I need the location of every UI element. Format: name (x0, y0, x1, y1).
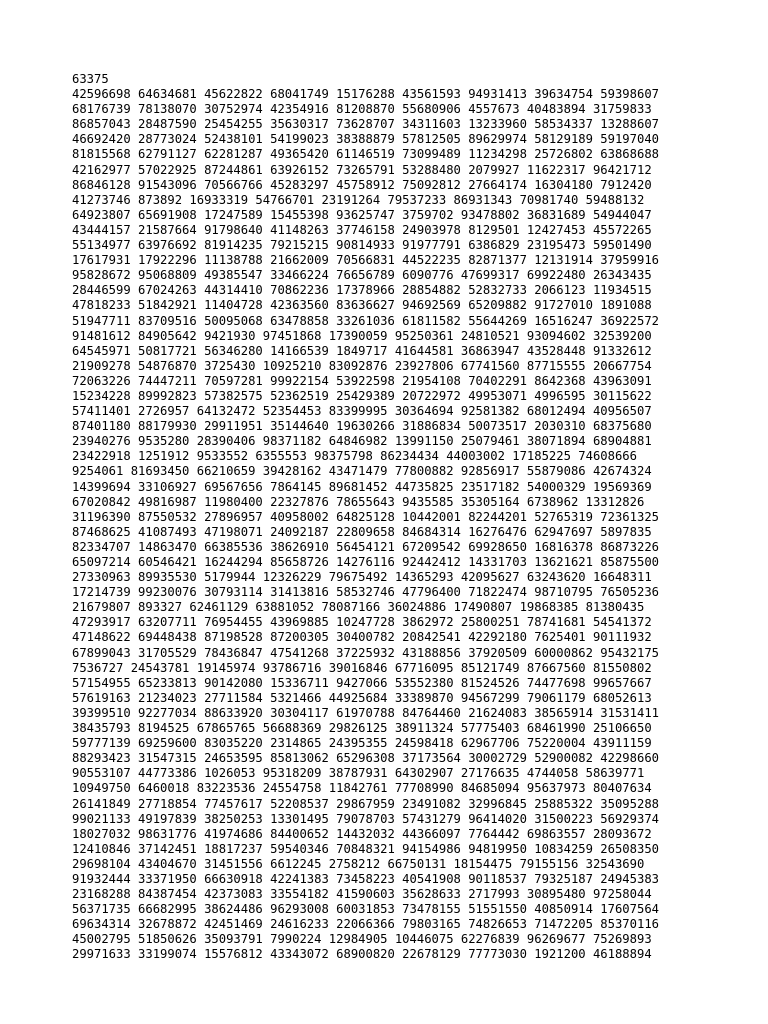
number-row: 51947711 83709516 50095068 63478858 33261036 61811582 55644269 16516247 36922572 (72, 313, 659, 328)
number-row: 7536727 24543781 19145974 93786716 39016846 67716095 85121749 87667560 81550802 (72, 660, 652, 675)
number-row: 17617931 17922296 11138788 21662009 70566831 44522235 82871377 12131914 37959916 (72, 253, 659, 268)
number-row: 86846128 91543096 70566766 45283297 45758912 75092812 27664174 16304180 7912420 (72, 177, 652, 192)
number-row: 23940276 9535280 28390406 98371182 64846982 13991150 25079461 38071894 68904881 (72, 434, 652, 449)
number-row: 47293917 63207711 76954455 43969885 10247728 3862972 25800251 78741681 54541372 (72, 615, 652, 630)
number-row: 47148622 69448438 87198528 87200305 30400782 20842541 42292180 7625401 90111932 (72, 630, 652, 645)
number-listing (72, 72, 712, 963)
number-row: 28446599 67024263 44314410 70862236 17378966 28854882 52832733 2066123 11934515 (72, 283, 652, 298)
number-row: 56371735 66682995 38624486 96293008 60031853 73478155 51551550 40850914 17607564 (72, 902, 659, 917)
number-row: 23422918 1251912 9533552 6355553 98375798 86234434 44003002 17185225 74608666 (72, 449, 637, 464)
number-row: 41273746 873892 16933319 54766701 23191264 79537233 86931343 70981740 59488132 (72, 192, 645, 207)
number-row: 59777139 69259600 83035220 2314865 24395355 24598418 62967706 75220004 43911159 (72, 736, 652, 751)
number-row: 23168288 84387454 42373083 33554182 41590603 35628633 2717993 30895480 97258044 (72, 887, 652, 902)
number-row: 9254061 81693450 66210659 39428162 43471479 77800882 92856917 55879086 42674324 (72, 464, 652, 479)
number-row: 69634314 32678872 42451469 24616233 22066366 79803165 74826653 71472205 85370116 (72, 917, 659, 932)
number-row: 90553107 44773386 1026053 95318209 38787931 64302907 27176635 4744058 58639771 (72, 766, 645, 781)
number-row: 29971633 33199074 15576812 43343072 68900820 22678129 77773030 1921200 46188894 (72, 947, 652, 962)
number-row: 42596698 64634681 45622822 68041749 15176288 43561593 94931413 39634754 59398607 (72, 87, 659, 102)
number-row: 12410846 37142451 18817237 59540346 70848321 94154986 94819950 10834259 26508350 (72, 841, 659, 856)
number-row: 57411401 2726957 64132472 52354453 83399995 30364694 92581382 68012494 40956507 (72, 404, 652, 419)
number-row: 45002795 51850626 35093791 7990224 12984905 10446075 62276839 96269677 75269893 (72, 932, 652, 947)
number-row: 68176739 78138070 30752974 42354916 81208870 55680906 4557673 40483894 31759833 (72, 102, 652, 117)
number-row: 21909278 54876870 3725430 10925210 83092876 23927806 67741560 87715555 20667754 (72, 358, 652, 373)
number-row: 64923807 65691908 17247589 15455398 93625747 3759702 93478802 36831689 54944047 (72, 207, 652, 222)
number-row: 29698104 43404670 31451556 6612245 2758212 66750131 18154475 79155156 32543690 (72, 856, 645, 871)
number-row: 81815568 62791127 62281287 49365420 61146519 73099489 11234298 25726802 63868688 (72, 147, 659, 162)
number-row: 67899043 31705529 78436847 47541268 37225932 43188856 37920509 60000862 95432175 (72, 645, 659, 660)
number-row: 15234228 89992823 57382575 52362519 25429389 20722972 49953071 4996595 30115622 (72, 388, 652, 403)
number-row: 57154955 65233813 90142080 15336711 9427066 53552380 81524526 74477698 99657667 (72, 675, 652, 690)
number-row: 39399510 92277034 88633920 30304117 61970788 84764460 21624083 38565914 31531411 (72, 705, 659, 720)
number-row: 64545971 50817721 56346280 14166539 1849717 41644581 36863947 43528448 91332612 (72, 343, 652, 358)
number-row: 91481612 84905642 9421930 97451868 17390059 95250361 24810521 93094602 32539200 (72, 328, 652, 343)
number-row: 57619163 21234023 27711584 5321466 44925684 33389870 94567299 79061179 68052613 (72, 690, 652, 705)
number-row: 67020842 49816987 11980400 22327876 78655643 9435585 35305164 6738962 13312826 (72, 494, 645, 509)
number-row: 47818233 51842921 11404728 42363560 83636627 94692569 65209882 91727010 1891088 (72, 298, 652, 313)
number-row: 18027032 98631776 41974686 84400652 14432032 44366097 7764442 69863557 28093672 (72, 826, 652, 841)
number-row: 95828672 95068809 49385547 33466224 76656789 6090776 47699317 69922480 26343435 (72, 268, 652, 283)
number-row: 38435793 8194525 67865765 56688369 29826125 38911324 57775403 68461990 25106650 (72, 721, 652, 736)
number-row: 55134977 63976692 81914235 79215215 90814933 91977791 6386829 23195473 59501490 (72, 238, 652, 253)
number-row: 26141849 27718854 77457617 52208537 29867959 23491082 32996845 25885322 35095288 (72, 796, 659, 811)
number-row: 72063226 74447211 70597281 99922154 53922598 21954108 70402291 8642368 43963091 (72, 373, 652, 388)
number-row: 27330963 89935530 5179944 12326229 79675492 14365293 42095627 63243620 16648311 (72, 570, 652, 585)
number-row: 42162977 57022925 87244861 63926152 73265791 53288480 2079927 11622317 96421712 (72, 162, 652, 177)
number-row: 14399694 33106927 69567656 7864145 89681452 44735825 23517182 54000329 19569369 (72, 479, 652, 494)
number-row: 10949750 6460018 83223536 24554758 11842761 77708990 84685094 95637973 80407634 (72, 781, 652, 796)
number-row: 88293423 31547315 24653595 85813062 65296308 37173564 30002729 52900082 42298660 (72, 751, 659, 766)
number-row: 82334707 14863470 66385536 38626910 56454121 67209542 69928650 16816378 86873226 (72, 539, 659, 554)
number-row: 87401180 88179930 29911951 35144640 19630266 31886834 50073517 2030310 68375680 (72, 419, 652, 434)
number-row: 99021133 49197839 38250253 13301495 79078703 57431279 96414020 31500223 56929374 (72, 811, 659, 826)
number-row: 86857043 28487590 25454255 35630317 73628707 34311603 13233960 58534337 13288607 (72, 117, 659, 132)
number-row: 65097214 60546421 16244294 85658726 14276116 92442412 14331703 13621621 85875500 (72, 555, 659, 569)
header-number: 63375 (72, 72, 109, 86)
number-row: 43444157 21587664 91798640 41148263 37746158 24903978 8129501 12427453 45572265 (72, 222, 652, 237)
number-row: 31196390 87550532 27896957 40958002 64825128 10442001 82244201 52765319 72361325 (72, 509, 659, 524)
number-row: 21679807 893327 62461129 63881052 78087166 36024886 17490807 19868385 81380435 (72, 600, 645, 615)
number-row: 46692420 28773024 52438101 54199023 38388879 57812505 89629974 58129189 59197040 (72, 132, 659, 147)
number-row: 87468625 41087493 47198071 24092187 22809658 84684314 16276476 62947697 5897835 (72, 524, 652, 539)
number-row: 17214739 99230076 30793114 31413816 58532746 47796400 71822474 98710795 76505236 (72, 585, 659, 600)
number-row: 91932444 33371950 66630918 42241383 73458223 40541908 90118537 79325187 24945383 (72, 871, 659, 886)
